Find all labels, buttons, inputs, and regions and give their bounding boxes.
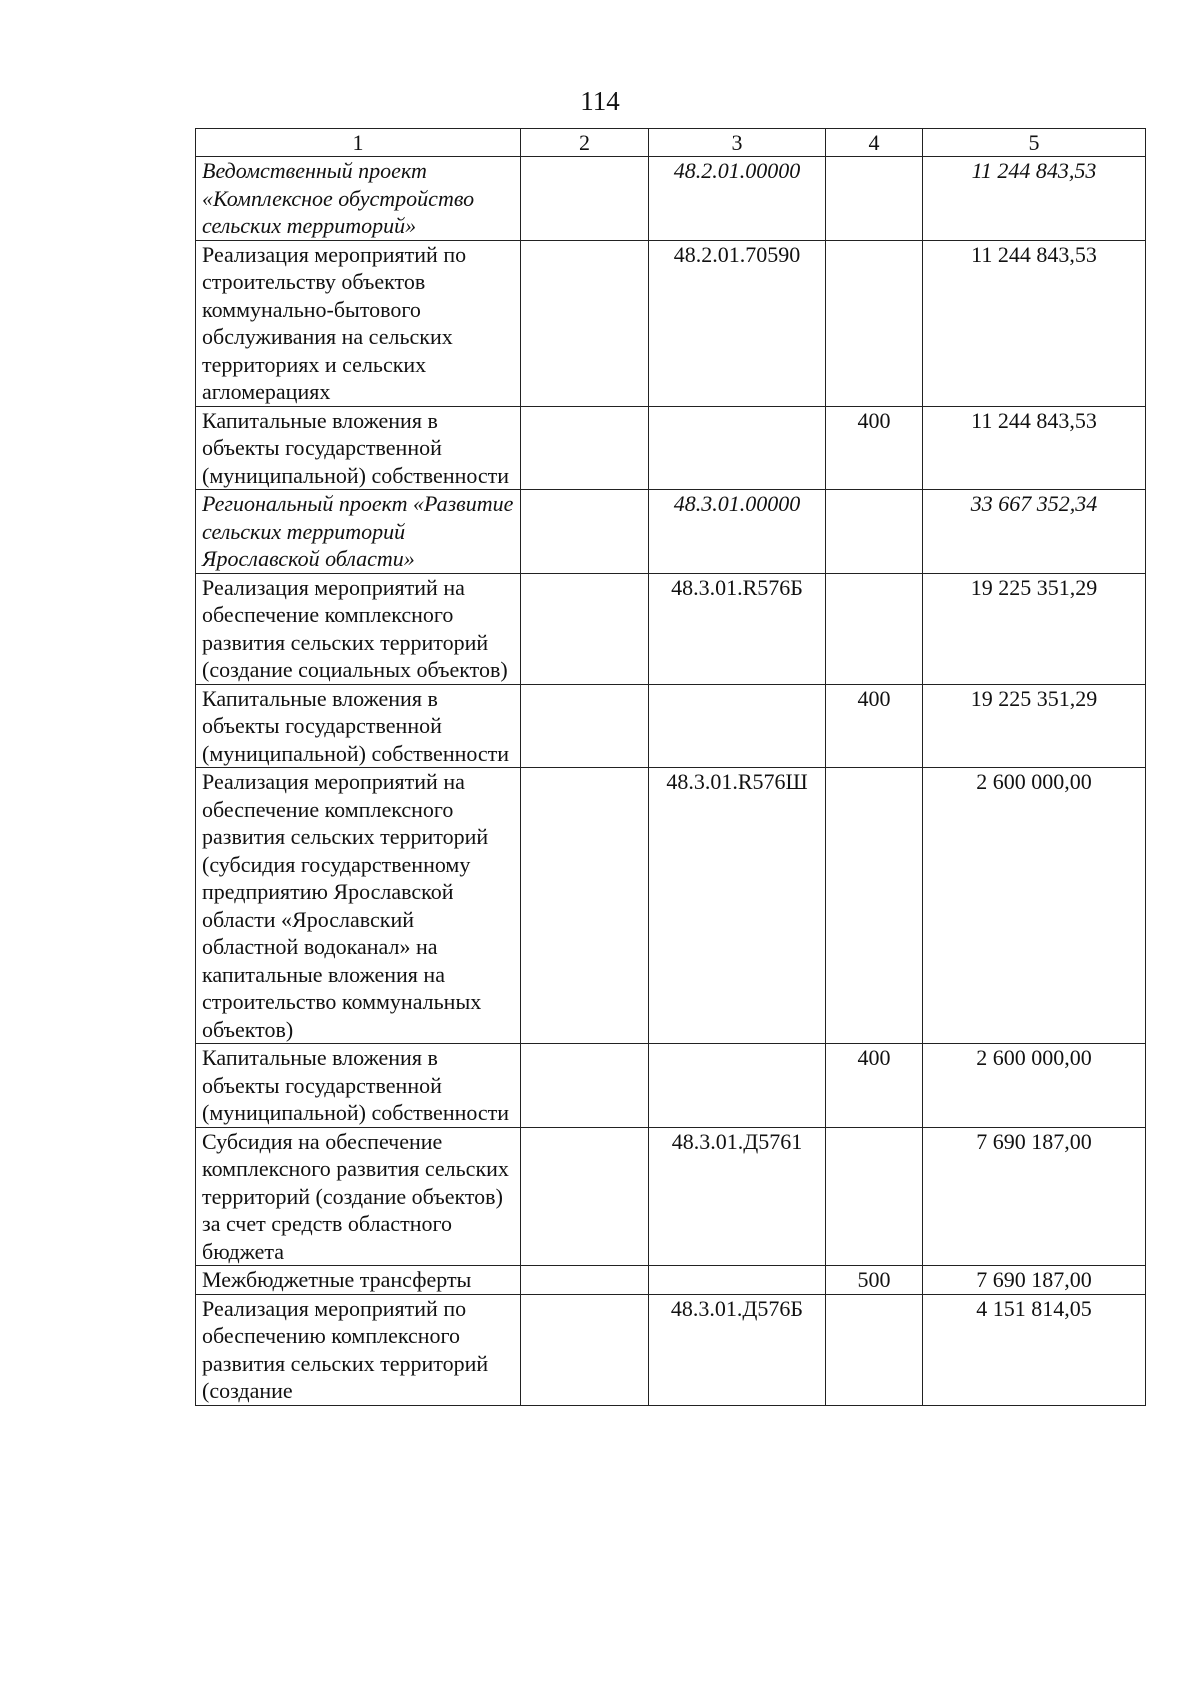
table-row <box>196 1044 1146 1128</box>
row-amount-cell: 2 600 000,00 <box>923 1044 1146 1128</box>
table-row <box>196 684 1146 768</box>
row-amount-cell: 11 244 843,53 <box>923 406 1146 490</box>
table-row <box>196 490 1146 574</box>
row-name-cell: Реализация мероприятий на обеспечение комплексного развития сельских территорий (субсидия государственному предприятию Ярославской области «Ярославский областной водоканал» на капитальные вложения на строительство коммунальных объектов) <box>196 768 521 1044</box>
table-header <box>196 129 1146 157</box>
row-col2-cell <box>521 684 649 768</box>
table-row <box>196 1266 1146 1295</box>
row-name-cell: Капитальные вложения в объекты государственной (муниципальной) собственности <box>196 684 521 768</box>
row-amount-cell: 33 667 352,34 <box>923 490 1146 574</box>
row-col2-cell <box>521 1127 649 1266</box>
page-number: 114 <box>580 86 620 116</box>
row-col2-cell <box>521 768 649 1044</box>
row-type-cell: 400 <box>826 406 923 490</box>
row-name-cell: Капитальные вложения в объекты государственной (муниципальной) собственности <box>196 406 521 490</box>
row-amount-cell: 4 151 814,05 <box>923 1294 1146 1405</box>
table-row <box>196 240 1146 406</box>
table-row <box>196 406 1146 490</box>
row-name-cell: Реализация мероприятий на обеспечение комплексного развития сельских территорий (создание социальных объектов) <box>196 573 521 684</box>
row-name-cell: Ведомственный проект «Комплексное обустройство сельских территорий» <box>196 157 521 241</box>
row-name-cell: Межбюджетные трансферты <box>196 1266 521 1295</box>
header-col-5: 5 <box>923 129 1146 157</box>
row-code-cell <box>649 1266 826 1295</box>
budget-table <box>195 128 1146 1406</box>
row-code-cell: 48.3.01.Д576Б <box>649 1294 826 1405</box>
row-code-cell: 48.3.01.R576Ш <box>649 768 826 1044</box>
row-type-cell <box>826 1127 923 1266</box>
row-col2-cell <box>521 406 649 490</box>
row-name-cell: Реализация мероприятий по обеспечению комплексного развития сельских территорий (создание <box>196 1294 521 1405</box>
row-amount-cell: 7 690 187,00 <box>923 1127 1146 1266</box>
table-row <box>196 1294 1146 1405</box>
row-col2-cell <box>521 1044 649 1128</box>
row-type-cell <box>826 157 923 241</box>
row-type-cell: 400 <box>826 684 923 768</box>
row-type-cell <box>826 240 923 406</box>
row-code-cell: 48.3.01.R576Б <box>649 573 826 684</box>
row-type-cell <box>826 573 923 684</box>
row-col2-cell <box>521 240 649 406</box>
row-name-cell: Субсидия на обеспечение комплексного развития сельских территорий (создание объектов) за счет средств областного бюджета <box>196 1127 521 1266</box>
row-type-cell <box>826 768 923 1044</box>
table-row <box>196 157 1146 241</box>
row-type-cell <box>826 490 923 574</box>
row-type-cell: 400 <box>826 1044 923 1128</box>
row-name-cell: Реализация мероприятий по строительству объектов коммунально-бытового обслуживания на сельских территориях и сельских агломерациях <box>196 240 521 406</box>
table-row <box>196 573 1146 684</box>
row-type-cell <box>826 1294 923 1405</box>
row-col2-cell <box>521 573 649 684</box>
header-col-3: 3 <box>649 129 826 157</box>
header-col-2: 2 <box>521 129 649 157</box>
header-col-1: 1 <box>196 129 521 157</box>
row-name-cell: Капитальные вложения в объекты государственной (муниципальной) собственности <box>196 1044 521 1128</box>
row-col2-cell <box>521 490 649 574</box>
row-amount-cell: 2 600 000,00 <box>923 768 1146 1044</box>
row-amount-cell: 11 244 843,53 <box>923 240 1146 406</box>
row-code-cell: 48.3.01.Д5761 <box>649 1127 826 1266</box>
row-amount-cell: 19 225 351,29 <box>923 573 1146 684</box>
row-col2-cell <box>521 157 649 241</box>
header-row <box>196 129 1146 157</box>
row-code-cell: 48.3.01.00000 <box>649 490 826 574</box>
header-col-4: 4 <box>826 129 923 157</box>
table-row <box>196 1127 1146 1266</box>
row-code-cell <box>649 406 826 490</box>
row-code-cell <box>649 684 826 768</box>
table-body <box>196 157 1146 1406</box>
row-amount-cell: 11 244 843,53 <box>923 157 1146 241</box>
row-col2-cell <box>521 1266 649 1295</box>
row-code-cell: 48.2.01.70590 <box>649 240 826 406</box>
row-col2-cell <box>521 1294 649 1405</box>
row-amount-cell: 19 225 351,29 <box>923 684 1146 768</box>
row-code-cell <box>649 1044 826 1128</box>
row-amount-cell: 7 690 187,00 <box>923 1266 1146 1295</box>
table-row <box>196 768 1146 1044</box>
row-name-cell: Региональный проект «Развитие сельских территорий Ярославской области» <box>196 490 521 574</box>
row-type-cell: 500 <box>826 1266 923 1295</box>
row-code-cell: 48.2.01.00000 <box>649 157 826 241</box>
